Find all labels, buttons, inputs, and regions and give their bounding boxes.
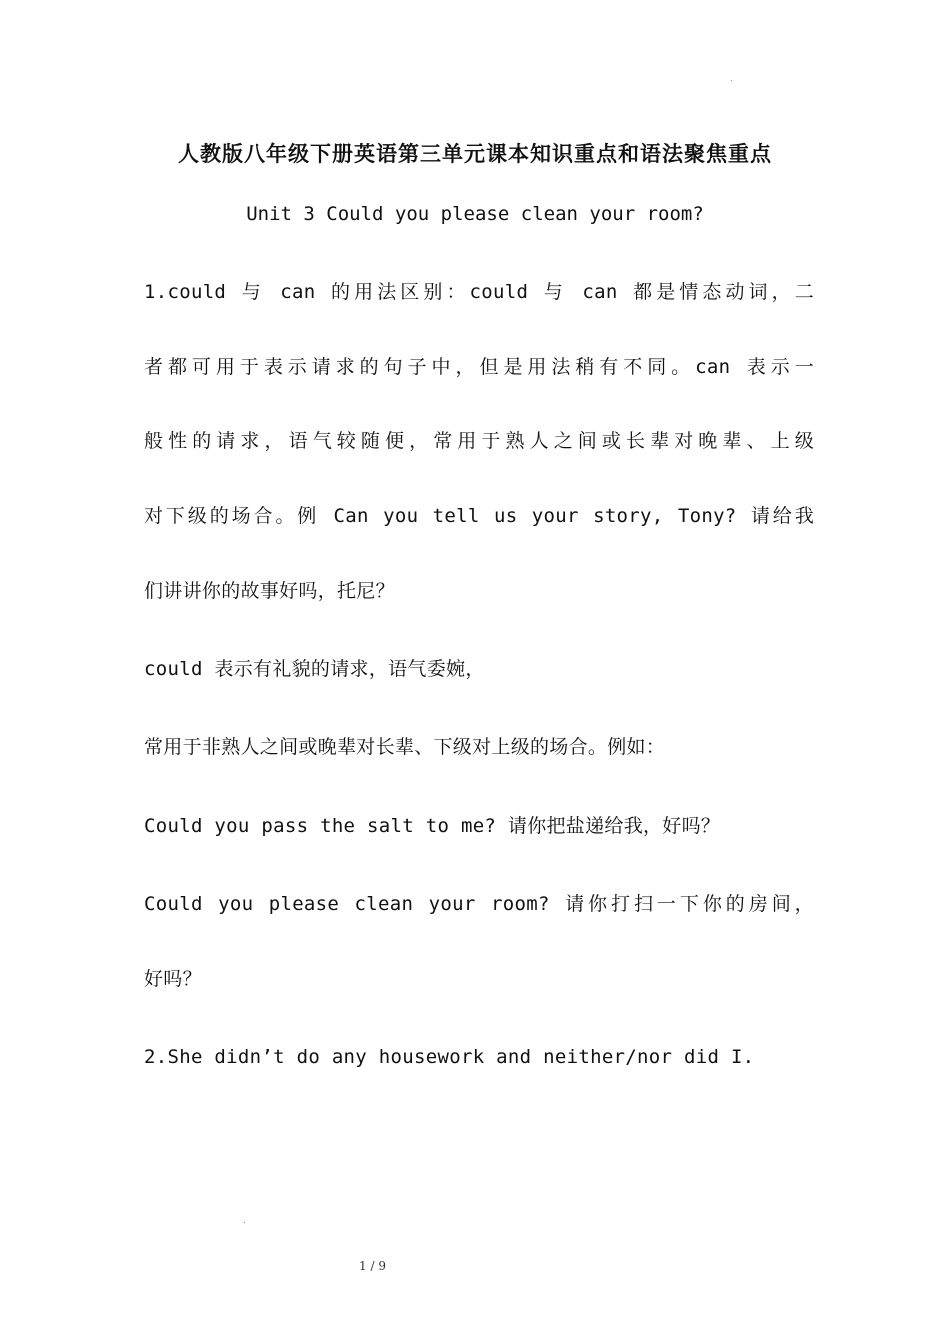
paragraph-line: could 表示有礼貌的请求，语气委婉， [144, 658, 485, 680]
paragraph-line: 常用于非熟人之间或晚辈对长辈、下级对上级的场合。例如： [144, 736, 666, 758]
paragraph-line: 1.could 与 can 的用法区别：could 与 can 都是情态动词，二 [144, 281, 814, 303]
example-sentence: 好吗？ [144, 968, 202, 990]
header-mark: . [730, 74, 733, 84]
example-sentence: Could you please clean your room? 请你打扫一下你的房间， [144, 893, 814, 915]
paragraph-line: 们讲讲你的故事好吗，托尼？ [144, 580, 395, 602]
example-sentence: Could you pass the salt to me? 请你把盐递给我，好吗？ [144, 815, 721, 837]
paragraph-line: 者都可用于表示请求的句子中，但是用法稍有不同。can 表示一 [144, 356, 814, 378]
point-heading: 2.She didn’t do any housework and neither/nor did I. [144, 1046, 755, 1068]
document-title: 人教版八年级下册英语第三单元课本知识重点和语法聚焦重点 [178, 141, 772, 166]
unit-subtitle: Unit 3 Could you please clean your room? [246, 203, 704, 225]
page-number: 1 / 9 [359, 1259, 386, 1273]
paragraph-line: 对下级的场合。例 Can you tell us your story, Tony? 请给我 [144, 505, 814, 527]
footer-mark: . [243, 1216, 246, 1226]
paragraph-line: 般性的请求，语气较随便，常用于熟人之间或长辈对晚辈、上级 [144, 430, 814, 452]
